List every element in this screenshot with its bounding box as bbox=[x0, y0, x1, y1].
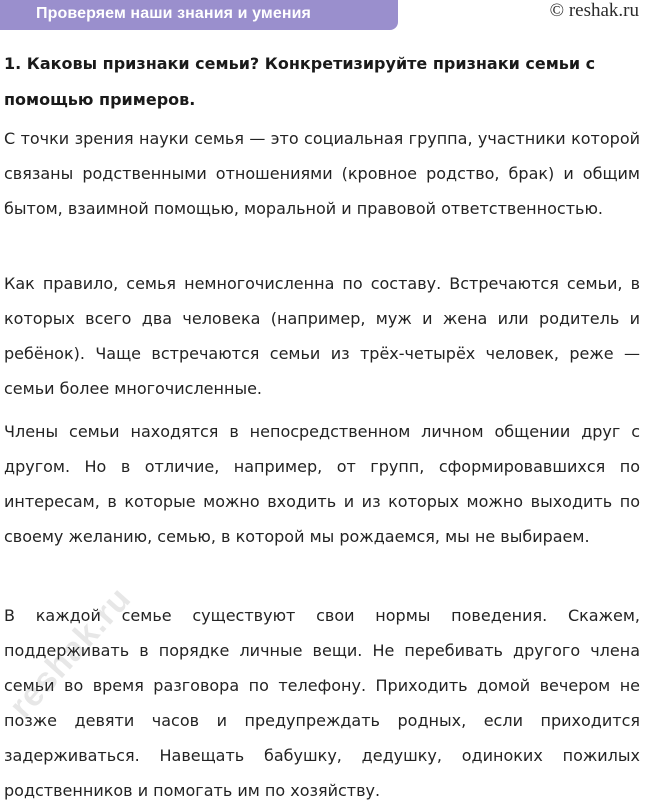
answer-paragraph-2: Как правило, семья немногочисленна по составу. Встречаются семьи, в которых всего два человека (например, муж и жена или родитель и ребёнок). Чаще встречаются семьи из трёх-четырёх человек, реже — семьи более многочисленные. bbox=[4, 274, 640, 398]
question-heading: 1. Каковы признаки семьи? Конкретизируйте признаки семьи с помощью примеров. bbox=[4, 54, 596, 109]
copyright-label: © reshak.ru bbox=[549, 0, 639, 21]
section-header-text: Проверяем наши знания и умения bbox=[36, 5, 311, 22]
watermark-logo: reshak.ru bbox=[2, 579, 139, 726]
answer-paragraph-1: С точки зрения науки семья — это социальная группа, участники которой связаны родственными отношениями (кровное родство, брак) и общим бытом, взаимной помощью, моральной и правовой ответственностью. bbox=[4, 129, 640, 218]
answer-paragraph-4: В каждой семье существуют свои нормы поведения. Скажем, поддерживать в порядке личные вещи. Не перебивать другого члена семьи во время разговора по телефону. Приходить домой вечером не позже девяти часов и предупреждать родных, если приходится задерживаться. Навещать бабушку, дедушку, одиноких пожилых родственников и помогать им по хозяйству. bbox=[4, 606, 640, 800]
section-header-badge bbox=[0, 0, 398, 30]
answer-paragraph-3: Члены семьи находятся в непосредственном личном общении друг с другом. Но в отличие, например, от групп, сформировавшихся по интересам, в которые можно входить и из которых можно выходить по своему желанию, семью, в которой мы рождаемся, мы не выбираем. bbox=[4, 422, 640, 546]
